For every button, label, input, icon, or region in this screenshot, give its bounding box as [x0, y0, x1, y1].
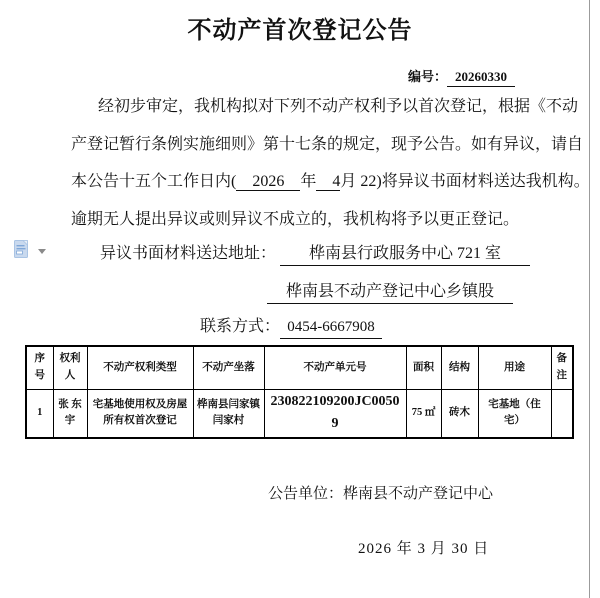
announcement-unit: 公告单位：桦南县不动产登记中心 — [268, 486, 494, 502]
header-usage: 用途 — [478, 346, 551, 390]
table-row — [26, 390, 573, 438]
header-structure: 结构 — [441, 346, 478, 390]
cell-seq: 1 — [26, 390, 53, 438]
cell-area: 75 ㎡ — [406, 390, 441, 438]
header-right-type: 不动产权利类型 — [87, 346, 193, 390]
header-area: 面积 — [406, 346, 441, 390]
delivery-address-label: 异议书面材料送达地址： — [100, 245, 277, 262]
delivery-address-row — [100, 240, 530, 266]
header-location: 不动产坐落 — [193, 346, 264, 390]
header-holder: 权利人 — [53, 346, 87, 390]
contact-label: 联系方式： — [200, 318, 281, 335]
delivery-address-line1: 桦南县行政服务中心 721 室 — [280, 240, 530, 266]
cell-right-type: 宅基地使用权及房屋所有权首次登记 — [87, 390, 193, 438]
number-value: 20260330 — [447, 69, 515, 87]
number-label: 编号： — [408, 69, 448, 84]
body-line-1: 经初步审定，我机构拟对下列不动产权利予以首次登记，根据《不动 — [98, 98, 579, 115]
contact-row — [200, 313, 382, 339]
header-unit-no: 不动产单元号 — [264, 346, 406, 390]
cell-holder: 张 东宇 — [53, 390, 87, 438]
contact-value: 0454-6667908 — [280, 319, 382, 339]
table-header-row — [26, 346, 573, 390]
body-line-2: 产登记暂行条例实施细则》第十七条的规定，现予公告。如有异议，请自 — [71, 135, 584, 153]
paste-options-icon — [14, 240, 30, 260]
body-line-3: 本公告十五个工作日内( 2026 年 4月 22)将异议书面材料送达我机构。 — [71, 173, 590, 190]
body-line-4: 逾期无人提出异议或则异议不成立的，我机构将予以更正登记。 — [71, 210, 520, 228]
registration-table — [25, 345, 574, 439]
header-seq: 序号 — [26, 346, 53, 390]
cell-usage: 宅基地（住宅） — [478, 390, 551, 438]
header-remark: 备注 — [551, 346, 573, 390]
page-title: 不动产首次登记公告 — [187, 18, 413, 44]
cell-unit-no: 230822109200JC00509 — [264, 390, 406, 438]
delivery-address-line2: 桦南县不动产登记中心乡镇股 — [267, 278, 513, 304]
announcement-date: 2026 年 3 月 30 日 — [358, 541, 490, 557]
cell-structure: 砖木 — [441, 390, 478, 438]
document-number — [408, 66, 515, 87]
chevron-down-icon — [38, 249, 46, 254]
announcement-body — [71, 88, 591, 238]
month-blank: 4 — [316, 173, 341, 190]
year-blank: 2026 — [236, 173, 301, 190]
paste-options-button[interactable] — [14, 240, 50, 264]
cell-location: 桦南县闫家镇闫家村 — [193, 390, 264, 438]
cell-remark — [551, 390, 573, 438]
